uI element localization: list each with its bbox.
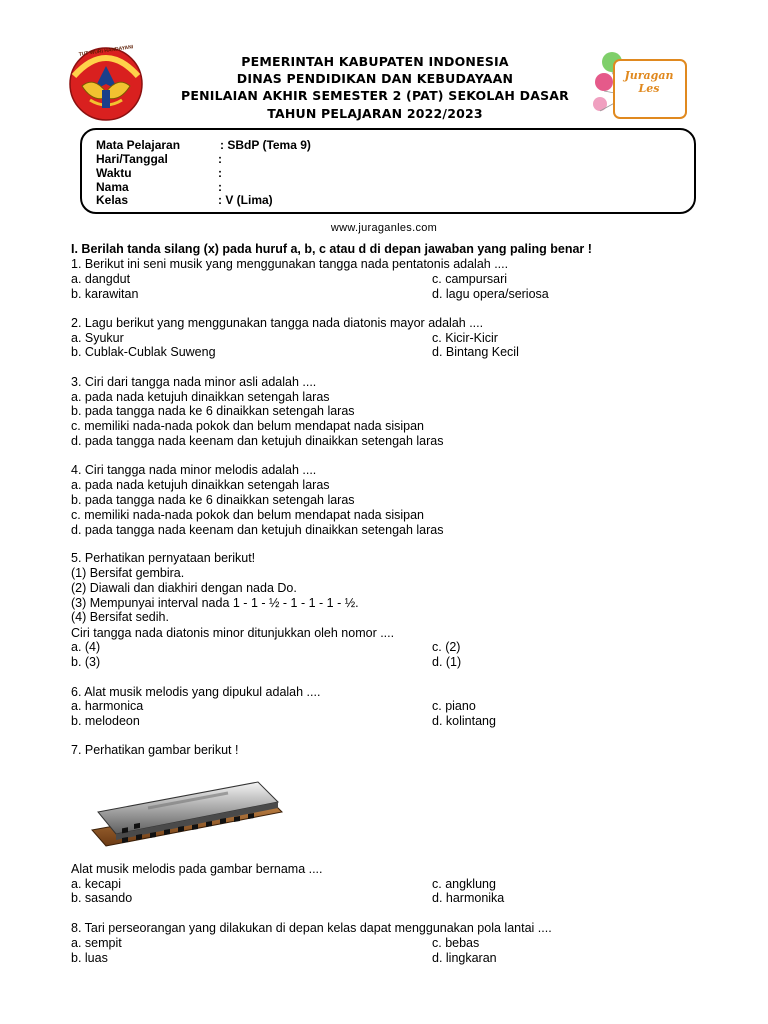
info-label: Mata Pelajaran xyxy=(96,138,181,152)
q7-option-b: b. sasando xyxy=(71,891,133,905)
q6-option-a: a. harmonica xyxy=(71,699,144,713)
header-line-4: TAHUN PELAJARAN 2022/2023 xyxy=(267,106,483,121)
info-value: : xyxy=(218,180,222,194)
q6-option-b: b. melodeon xyxy=(71,714,140,728)
info-value: : SBdP (Tema 9) xyxy=(220,138,311,152)
q8-option-a: a. sempit xyxy=(71,936,122,950)
header-line-3: PENILAIAN AKHIR SEMESTER 2 (PAT) SEKOLAH DASAR xyxy=(181,88,569,103)
q5-prompt: Ciri tangga nada diatonis minor ditunjukkan oleh nomor .... xyxy=(71,626,395,640)
q6-option-c: c. piano xyxy=(432,699,476,713)
q5-statement-1: (1) Bersifat gembira. xyxy=(71,566,185,580)
q3-option-c: c. memiliki nada-nada pokok dan belum mendapat nada sisipan xyxy=(71,419,424,433)
q8-option-b: b. luas xyxy=(71,951,108,965)
q5-option-d: d. (1) xyxy=(432,655,462,669)
q8-option-c: c. bebas xyxy=(432,936,480,950)
q4-option-c: c. memiliki nada-nada pokok dan belum mendapat nada sisipan xyxy=(71,508,424,522)
student-info-box xyxy=(80,128,696,214)
harmonica-image xyxy=(88,772,284,856)
info-value: : xyxy=(218,152,222,166)
q7-option-c: c. angklung xyxy=(432,877,496,891)
q5-statement-3: (3) Mempunyai interval nada 1 - 1 - ½ - 1 - 1 - 1 - ½. xyxy=(71,596,359,610)
q1-option-a: a. dangdut xyxy=(71,272,131,286)
q4-option-d: d. pada tangga nada keenam dan ketujuh dinaikkan setengah laras xyxy=(71,523,444,537)
website-url: www.juraganles.com xyxy=(330,222,438,234)
q3-option-d: d. pada tangga nada keenam dan ketujuh dinaikkan setengah laras xyxy=(71,434,444,448)
info-label: Waktu xyxy=(96,166,132,180)
q1-option-d: d. lagu opera/seriosa xyxy=(432,287,549,301)
question-4: 4. Ciri tangga nada minor melodis adalah .... xyxy=(71,463,317,477)
q7-option-d: d. harmonika xyxy=(432,891,505,905)
info-value: : V (Lima) xyxy=(218,193,273,207)
q5-option-c: c. (2) xyxy=(432,640,461,654)
juragan-les-logo-text xyxy=(612,69,686,95)
info-label: Nama xyxy=(96,180,129,194)
q6-option-d: d. kolintang xyxy=(432,714,496,728)
q1-option-b: b. karawitan xyxy=(71,287,139,301)
q5-statement-2: (2) Diawali dan diakhiri dengan nada Do. xyxy=(71,581,297,595)
logo-text-les: Les xyxy=(638,82,660,95)
left-logo-banner: TUT WURI HANDAYANI xyxy=(78,44,134,58)
question-6: 6. Alat musik melodis yang dipukul adalah .... xyxy=(71,685,321,699)
header-line-1: PEMERINTAH KABUPATEN INDONESIA xyxy=(241,54,509,69)
q3-option-b: b. pada tangga nada ke 6 dinaikkan setengah laras xyxy=(71,404,355,418)
q1-option-c: c. campursari xyxy=(432,272,508,286)
q4-option-a: a. pada nada ketujuh dinaikkan setengah laras xyxy=(71,478,330,492)
question-2: 2. Lagu berikut yang menggunakan tangga nada diatonis mayor adalah .... xyxy=(71,316,484,330)
q2-option-c: c. Kicir-Kicir xyxy=(432,331,498,345)
question-1: 1. Berikut ini seni musik yang menggunakan tangga nada pentatonis adalah .... xyxy=(71,257,509,271)
q7-option-a: a. kecapi xyxy=(71,877,122,891)
q2-option-d: d. Bintang Kecil xyxy=(432,345,519,359)
q3-option-a: a. pada nada ketujuh dinaikkan setengah laras xyxy=(71,390,330,404)
info-label: Hari/Tanggal xyxy=(96,152,168,166)
q8-option-d: d. lingkaran xyxy=(432,951,497,965)
q4-option-b: b. pada tangga nada ke 6 dinaikkan setengah laras xyxy=(71,493,355,507)
q2-option-a: a. Syukur xyxy=(71,331,124,345)
question-7: 7. Perhatikan gambar berikut ! xyxy=(71,743,239,757)
question-3: 3. Ciri dari tangga nada minor asli adalah .... xyxy=(71,375,317,389)
q2-option-b: b. Cublak-Cublak Suweng xyxy=(71,345,216,359)
q5-option-b: b. (3) xyxy=(71,655,101,669)
info-value: : xyxy=(218,166,222,180)
instruction: I. Berilah tanda silang (x) pada huruf a, b, c atau d di depan jawaban yang paling benar ! xyxy=(71,242,592,256)
question-5: 5. Perhatikan pernyataan berikut! xyxy=(71,551,256,565)
q7-prompt: Alat musik melodis pada gambar bernama .... xyxy=(71,862,323,876)
q5-statement-4: (4) Bersifat sedih. xyxy=(71,610,169,624)
question-8: 8. Tari perseorangan yang dilakukan di depan kelas dapat menggunakan pola lantai .... xyxy=(71,921,552,935)
q5-option-a: a. (4) xyxy=(71,640,101,654)
logo-text-juragan: Juragan xyxy=(624,69,674,82)
document-header xyxy=(0,44,768,124)
header-line-2: DINAS PENDIDIKAN DAN KEBUDAYAAN xyxy=(236,71,514,86)
info-label: Kelas xyxy=(96,193,129,207)
